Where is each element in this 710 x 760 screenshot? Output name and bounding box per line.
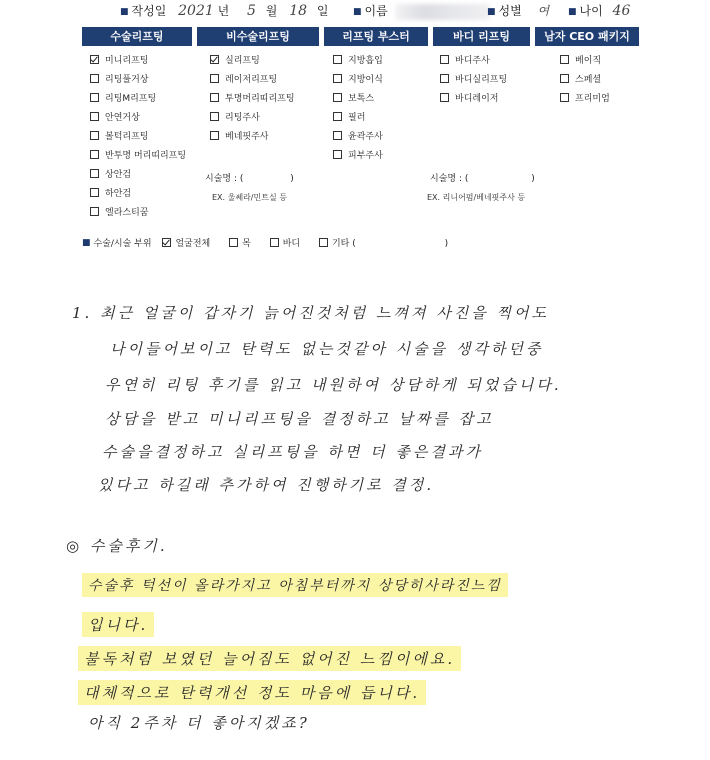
checkbox[interactable] <box>90 74 99 83</box>
checkbox[interactable] <box>90 150 99 159</box>
item-label: 미니리프팅 <box>105 56 149 66</box>
date-day: 18 <box>289 3 308 19</box>
bullet-icon: ■ <box>568 7 577 17</box>
item-label: 투명머리띠리프팅 <box>225 94 295 104</box>
item-label: 바디실리프팅 <box>455 75 508 85</box>
checkbox[interactable] <box>90 188 99 197</box>
list-item[interactable] <box>90 111 186 125</box>
name-field <box>353 2 388 19</box>
list-item[interactable] <box>440 54 507 68</box>
tab-lifting-booster: 리프팅 부스터 <box>324 27 428 46</box>
redacted-name <box>395 4 490 20</box>
list-item[interactable] <box>333 149 383 163</box>
date-year: 2021 <box>178 3 214 19</box>
procedure-example-right: EX. 리니어펌/베네핏주사 등 <box>427 193 526 202</box>
procedure-name-right[interactable] <box>430 172 535 186</box>
list-item[interactable] <box>90 149 186 163</box>
list-item[interactable] <box>210 111 295 125</box>
checkbox[interactable] <box>333 112 342 121</box>
item-label: 실리프팅 <box>225 56 260 66</box>
review-title: ◎ 수술후기. <box>66 537 168 555</box>
list-item[interactable] <box>90 54 186 68</box>
item-label: 상안검 <box>105 170 132 180</box>
handwriting-line: 상담을 받고 미니리프팅을 결정하고 날짜를 잡고 <box>105 410 494 428</box>
item-label: 보톡스 <box>348 94 375 104</box>
item-label: 하안검 <box>105 189 132 199</box>
checkbox[interactable] <box>90 169 99 178</box>
list-item[interactable] <box>90 92 186 106</box>
year-label: 년 <box>217 4 230 18</box>
list-item[interactable] <box>333 111 383 125</box>
procedure-example-left: EX. 울쎄라/민트실 등 <box>212 193 287 202</box>
review-line: 아직 2주차 더 좋아지겠죠? <box>88 714 310 732</box>
handwriting-line: 1. 최근 얼굴이 갑자기 늙어진것처럼 느껴져 사진을 찍어도 <box>72 304 549 322</box>
checkbox[interactable] <box>229 238 238 247</box>
age-value: 46 <box>612 3 631 19</box>
date-field <box>120 2 328 19</box>
checkbox[interactable] <box>560 74 569 83</box>
surgical-list <box>90 54 186 220</box>
item-label: 바디레이저 <box>455 94 499 104</box>
gender-label: 성별 <box>498 4 522 18</box>
item-label: 스페셜 <box>575 75 602 85</box>
tab-body-lifting: 바디 리프팅 <box>433 27 530 46</box>
procedure-label: 시술명 : ( <box>430 174 469 184</box>
list-item[interactable] <box>333 73 383 87</box>
date-label: 작성일 <box>131 4 167 18</box>
item-label: 안연거상 <box>105 113 140 123</box>
list-item[interactable] <box>210 130 295 144</box>
item-label: 지방이식 <box>348 75 383 85</box>
checkbox[interactable] <box>440 93 449 102</box>
handwriting-line: 우연히 리팅 후기를 읽고 내원하여 상담하게 되었습니다. <box>105 376 562 394</box>
checkbox[interactable] <box>90 93 99 102</box>
day-label: 일 <box>316 4 329 18</box>
gender-field <box>487 2 549 19</box>
list-item[interactable] <box>210 73 295 87</box>
option-label: 기타 ( <box>331 239 356 249</box>
gender-value: 여 <box>537 4 550 18</box>
review-line: 대체적으로 탄력개선 정도 마음에 듭니다. <box>78 680 426 705</box>
date-month: 5 <box>247 3 256 19</box>
checkbox[interactable] <box>210 74 219 83</box>
bullet-icon: ■ <box>353 7 362 17</box>
name-label: 이름 <box>364 4 388 18</box>
checkbox[interactable] <box>333 131 342 140</box>
age-label: 나이 <box>579 4 603 18</box>
booster-list <box>333 54 383 163</box>
list-item[interactable] <box>440 73 507 87</box>
handwriting-line: 있다고 하길래 추가하여 진행하기로 결정. <box>98 476 435 494</box>
month-label: 월 <box>265 4 278 18</box>
option-label: 얼굴전체 <box>175 239 211 249</box>
item-label: 필러 <box>348 113 366 123</box>
checkbox[interactable] <box>90 131 99 140</box>
checkbox[interactable] <box>560 93 569 102</box>
checkbox[interactable] <box>333 150 342 159</box>
procedure-close: ) <box>531 174 535 184</box>
bullet-icon: ■ <box>82 238 91 248</box>
list-item[interactable] <box>90 187 186 201</box>
nonsurgical-list <box>210 54 295 144</box>
checkbox[interactable] <box>270 238 279 247</box>
review-line: 수술후 턱선이 올라가지고 아침부터까지 상당히사라진느낌 <box>82 573 508 597</box>
item-label: 바디주사 <box>455 56 490 66</box>
item-label: 프리미엄 <box>575 94 610 104</box>
checkbox[interactable] <box>440 74 449 83</box>
item-label: 반투명 머리띠리프팅 <box>105 151 187 161</box>
item-label: 레이저리프팅 <box>225 75 278 85</box>
procedure-area-row <box>82 236 448 249</box>
list-item[interactable] <box>333 92 383 106</box>
tab-ceo-package: 남자 CEO 패키지 <box>535 27 639 46</box>
procedure-label: 시술명 : ( <box>205 174 244 184</box>
review-line: 불독처럼 보였던 늘어짐도 없어진 느낌이에요. <box>78 646 461 671</box>
checkbox[interactable] <box>210 131 219 140</box>
checkbox[interactable] <box>90 112 99 121</box>
checkbox[interactable] <box>210 55 219 64</box>
item-label: 리팅풀거상 <box>105 75 149 85</box>
list-item[interactable] <box>90 168 186 182</box>
list-item[interactable] <box>440 92 507 106</box>
checkbox[interactable] <box>162 238 171 247</box>
item-label: 엘라스티꿈 <box>105 208 149 218</box>
item-label: 베네핏주사 <box>225 132 269 142</box>
body-list <box>440 54 507 106</box>
checkbox[interactable] <box>333 93 342 102</box>
list-item[interactable] <box>560 73 610 87</box>
bullet-icon: ■ <box>120 7 129 17</box>
list-item[interactable] <box>560 92 610 106</box>
checkbox[interactable] <box>560 55 569 64</box>
procedure-name-left[interactable] <box>205 172 294 186</box>
checkbox[interactable] <box>440 55 449 64</box>
checkbox[interactable] <box>333 55 342 64</box>
list-item[interactable] <box>560 54 610 68</box>
handwriting-line: 수술을결정하고 실리프팅을 하면 더 좋은결과가 <box>102 443 483 461</box>
checkbox[interactable] <box>210 112 219 121</box>
review-line: 입니다. <box>82 612 154 637</box>
handwriting-line: 나이들어보이고 탄력도 없는것같아 시술을 생각하던중 <box>110 340 544 358</box>
checkbox[interactable] <box>319 238 328 247</box>
item-label: 지방흡입 <box>348 56 383 66</box>
bullet-icon: ■ <box>487 7 496 17</box>
item-label: 윤곽주사 <box>348 132 383 142</box>
list-item[interactable] <box>210 92 295 106</box>
option-label: 바디 <box>282 239 301 249</box>
etc-close: ) <box>444 239 449 249</box>
list-item[interactable] <box>333 130 383 144</box>
tab-surgical-lifting: 수술리프팅 <box>82 27 192 46</box>
list-item[interactable] <box>90 206 186 220</box>
item-label: 리팅주사 <box>225 113 260 123</box>
checkbox[interactable] <box>90 207 99 216</box>
list-item[interactable] <box>90 130 186 144</box>
checkbox[interactable] <box>210 93 219 102</box>
tab-nonsurgical-lifting: 비수술리프팅 <box>197 27 319 46</box>
list-item[interactable] <box>210 54 295 68</box>
list-item[interactable] <box>90 73 186 87</box>
procedure-area-label: 수술/시술 부위 <box>93 239 152 249</box>
list-item[interactable] <box>333 54 383 68</box>
age-field <box>568 2 630 19</box>
item-label: 볼턱리프팅 <box>105 132 149 142</box>
item-label: 리팅M리프팅 <box>105 94 157 104</box>
checkbox[interactable] <box>90 55 99 64</box>
procedure-close: ) <box>290 174 294 184</box>
ceo-list <box>560 54 610 106</box>
option-label: 목 <box>242 239 251 249</box>
item-label: 베이직 <box>575 56 602 66</box>
item-label: 피부주사 <box>348 151 383 161</box>
checkbox[interactable] <box>333 74 342 83</box>
